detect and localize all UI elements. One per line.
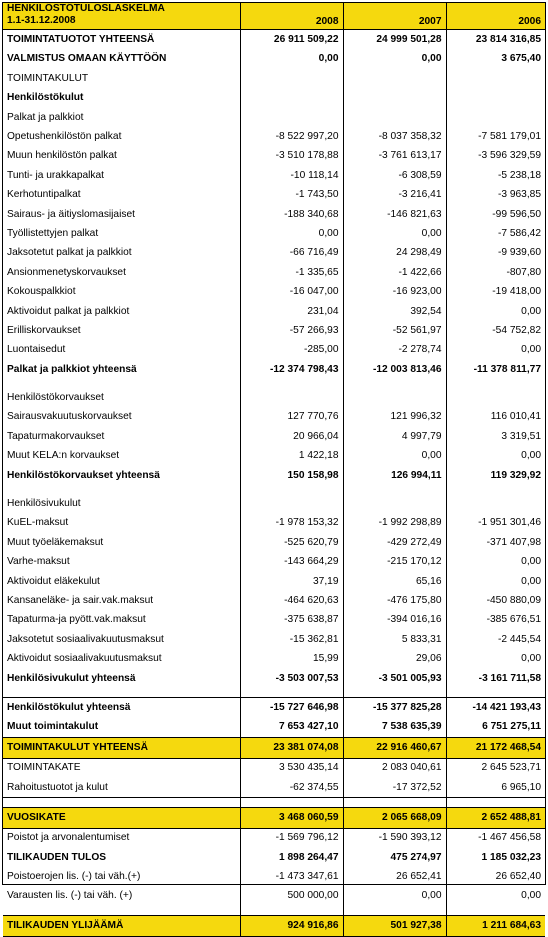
row-label: Aktivoidut sosiaalivakuutusmaksut (7, 653, 162, 665)
header-row (3, 3, 545, 30)
value-2007 (343, 69, 446, 88)
value-2007: 26 652,41 (343, 867, 446, 886)
value-2007: -3 761 613,17 (343, 147, 446, 166)
value-2006: 23 814 316,85 (446, 30, 545, 50)
value-2006: 26 652,40 (446, 867, 545, 886)
title-line-1: HENKILÖSTÖTULOSLASKELMA (7, 3, 165, 14)
value-2006: 21 172 468,54 (446, 738, 545, 758)
value-2008: 23 381 074,08 (240, 738, 343, 758)
year-header-2006: 2006 (446, 3, 545, 30)
row-label: Varhe-maksut (7, 556, 70, 568)
spacer-row (3, 906, 545, 916)
value-2006: 3 675,40 (446, 50, 545, 69)
value-2007: 501 927,38 (343, 916, 446, 936)
value-2006 (446, 389, 545, 408)
value-2006: 0,00 (446, 650, 545, 669)
value-2008: -1 978 153,32 (240, 514, 343, 533)
statement-row (3, 166, 545, 185)
statement-row (3, 494, 545, 513)
statement-row (3, 302, 545, 321)
statement-row (3, 244, 545, 263)
statement-row (3, 30, 545, 50)
value-2006: -1 467 456,58 (446, 828, 545, 848)
value-2006: 0,00 (446, 553, 545, 572)
row-label: TOIMINTAKULUT (7, 72, 89, 84)
value-2007 (343, 380, 446, 389)
value-2008: -15 727 646,98 (240, 698, 343, 718)
statement-row (3, 466, 545, 485)
value-2008: 3 530 435,14 (240, 758, 343, 778)
value-2008: 7 653 427,10 (240, 718, 343, 738)
row-label: Sairaus- ja äitiyslomasijaiset (7, 208, 135, 220)
statement-row (3, 533, 545, 552)
value-2007: 5 833,31 (343, 630, 446, 649)
value-2007: 22 916 460,67 (343, 738, 446, 758)
value-2006: 2 645 523,71 (446, 758, 545, 778)
row-label: Poistoerojen lis. (-) tai väh.(+) (7, 871, 141, 883)
row-label: Tapaturmakorvaukset (7, 430, 105, 442)
value-2006: 0,00 (446, 302, 545, 321)
value-2007: 0,00 (343, 447, 446, 466)
value-2008: 500 000,00 (240, 887, 343, 906)
value-2008: 1 422,18 (240, 447, 343, 466)
value-2006: -3 963,85 (446, 186, 545, 205)
value-2008: -1 743,50 (240, 186, 343, 205)
value-2007: -8 037 358,32 (343, 127, 446, 146)
value-2007 (343, 485, 446, 494)
value-2007: 24 298,49 (343, 244, 446, 263)
spacer-row (3, 688, 545, 698)
row-label: Muut työeläkemaksut (7, 536, 104, 548)
value-2008: -12 374 798,43 (240, 360, 343, 379)
value-2006 (446, 494, 545, 513)
statement-row (3, 224, 545, 243)
value-2006: -7 581 179,01 (446, 127, 545, 146)
value-2008 (240, 389, 343, 408)
row-label: Varausten lis. (-) tai väh. (+) (7, 890, 133, 902)
value-2006 (446, 906, 545, 916)
value-2006: -54 752,82 (446, 321, 545, 340)
statement-row (3, 698, 545, 718)
value-2008: -10 118,14 (240, 166, 343, 185)
statement-row (3, 205, 545, 224)
row-label: TOIMINTATUOTOT YHTEENSÄ (7, 34, 155, 46)
value-2008: -375 638,87 (240, 611, 343, 630)
statement-row (3, 553, 545, 572)
statement-row (3, 127, 545, 146)
value-2008 (240, 494, 343, 513)
value-2008 (240, 485, 343, 494)
value-2008 (240, 380, 343, 389)
statement-row (3, 867, 545, 886)
value-2007: -1 992 298,89 (343, 514, 446, 533)
value-2006: 6 965,10 (446, 778, 545, 798)
value-2008: -464 620,63 (240, 591, 343, 610)
row-label: Kansaneläke- ja sair.vak.maksut (7, 595, 154, 606)
value-2007: -146 821,63 (343, 205, 446, 224)
value-2007: 0,00 (343, 224, 446, 243)
row-label: Luontaisedut (7, 344, 66, 356)
value-2007: -3 501 005,93 (343, 669, 446, 688)
value-2008: -285,00 (240, 341, 343, 360)
value-2008: 0,00 (240, 224, 343, 243)
value-2006 (446, 89, 545, 108)
value-2007: -476 175,80 (343, 591, 446, 610)
value-2006: -3 596 329,59 (446, 147, 545, 166)
value-2007: 475 274,97 (343, 848, 446, 867)
row-label: Poistot ja arvonalentumiset (7, 832, 130, 844)
statement-title (3, 3, 240, 30)
row-label: Jaksotetut sosiaalivakuutusmaksut (7, 633, 164, 645)
value-2008: -188 340,68 (240, 205, 343, 224)
statement-row (3, 848, 545, 867)
row-label: TILIKAUDEN TULOS (7, 851, 107, 863)
value-2008: 127 770,76 (240, 408, 343, 427)
row-label: TOIMINTAKULUT YHTEENSÄ (3, 738, 240, 758)
value-2006: 0,00 (446, 447, 545, 466)
value-2008: -143 664,29 (240, 553, 343, 572)
row-label: Aktivoidut eläkekulut (7, 575, 100, 587)
value-2008: 924 916,86 (240, 916, 343, 936)
value-2006: 6 751 275,11 (446, 718, 545, 738)
value-2006: 116 010,41 (446, 408, 545, 427)
row-label: Tunti- ja urakkapalkat (7, 169, 105, 181)
value-2007: 7 538 635,39 (343, 718, 446, 738)
value-2007: 126 994,11 (343, 466, 446, 485)
value-2007: -394 016,16 (343, 611, 446, 630)
value-2006 (446, 485, 545, 494)
value-2006: 0,00 (446, 572, 545, 591)
value-2007: -3 216,41 (343, 186, 446, 205)
statement-row (3, 360, 545, 379)
value-2006: -7 586,42 (446, 224, 545, 243)
value-2008: 0,00 (240, 50, 343, 69)
statement-row (3, 341, 545, 360)
value-2008: -66 716,49 (240, 244, 343, 263)
statement-row (3, 630, 545, 649)
value-2007 (343, 108, 446, 127)
spacer-row (3, 380, 545, 389)
value-2007 (343, 89, 446, 108)
value-2006: 3 319,51 (446, 427, 545, 446)
row-label: Ansionmenetyskorvaukset (7, 266, 126, 278)
statement-row (3, 808, 545, 828)
value-2006: -19 418,00 (446, 283, 545, 302)
statement-row (3, 669, 545, 688)
statement-row (3, 611, 545, 630)
row-label: Rahoitustuotot ja kulut (3, 778, 240, 798)
spacer-row (3, 485, 545, 494)
value-2008: 15,99 (240, 650, 343, 669)
value-2006: -1 951 301,46 (446, 514, 545, 533)
income-statement-table (3, 3, 545, 937)
value-2008: 231,04 (240, 302, 343, 321)
row-label: Muun henkilöstön palkat (7, 150, 117, 162)
value-2008: 150 158,98 (240, 466, 343, 485)
row-label: TILIKAUDEN YLIJÄÄMÄ (3, 916, 240, 936)
value-2006: -14 421 193,43 (446, 698, 545, 718)
title-line-2: 1.1-31.12.2008 (7, 15, 76, 27)
value-2008: -62 374,55 (240, 778, 343, 798)
row-label: Henkilöstökulut yhteensä (7, 701, 131, 713)
row-label: Palkat ja palkkiot yhteensä (7, 363, 137, 375)
value-2006 (446, 798, 545, 808)
row-label: Kerhotuntipalkat (7, 189, 81, 201)
value-2006: 119 329,92 (446, 466, 545, 485)
value-2006: -11 378 811,77 (446, 360, 545, 379)
row-label (3, 485, 240, 494)
value-2007 (343, 389, 446, 408)
row-label: Muut KELA:n korvaukset (7, 450, 120, 462)
value-2008: -525 620,79 (240, 533, 343, 552)
row-label: Tapaturma-ja pyött.vak.maksut (7, 614, 146, 626)
statement-row (3, 283, 545, 302)
value-2006 (446, 688, 545, 698)
value-2008: 26 911 509,22 (240, 30, 343, 50)
statement-row (3, 147, 545, 166)
value-2007: 4 997,79 (343, 427, 446, 446)
year-header-2008: 2008 (240, 3, 343, 30)
row-label: Henkilösivukulut yhteensä (7, 672, 136, 684)
value-2007: 392,54 (343, 302, 446, 321)
value-2008: -16 047,00 (240, 283, 343, 302)
statement-row (3, 572, 545, 591)
statement-row (3, 514, 545, 533)
statement-row (3, 263, 545, 282)
statement-row (3, 591, 545, 610)
row-label (3, 380, 240, 389)
row-label: Henkilöstökorvaukset yhteensä (7, 469, 160, 481)
row-label (3, 688, 240, 698)
value-2007: -15 377 825,28 (343, 698, 446, 718)
value-2007: 2 083 040,61 (343, 758, 446, 778)
value-2008 (240, 89, 343, 108)
row-label: VUOSIKATE (3, 808, 240, 828)
value-2008 (240, 69, 343, 88)
value-2006: 1 185 032,23 (446, 848, 545, 867)
value-2008: 1 898 264,47 (240, 848, 343, 867)
row-label: Opetushenkilöstön palkat (7, 131, 122, 143)
value-2008: 20 966,04 (240, 427, 343, 446)
statement-row (3, 650, 545, 669)
row-label: KuEL-maksut (7, 517, 69, 529)
value-2007 (343, 906, 446, 916)
row-label: Erilliskorvaukset (7, 324, 81, 336)
value-2007: 0,00 (343, 887, 446, 906)
value-2007: -16 923,00 (343, 283, 446, 302)
statement-row (3, 427, 545, 446)
value-2008: -3 510 178,88 (240, 147, 343, 166)
value-2008 (240, 798, 343, 808)
value-2007: -1 590 393,12 (343, 828, 446, 848)
statement-row (3, 408, 545, 427)
value-2008: 37,19 (240, 572, 343, 591)
value-2006: 2 652 488,81 (446, 808, 545, 828)
value-2007: -12 003 813,46 (343, 360, 446, 379)
statement-row (3, 887, 545, 906)
row-label: Sairausvakuutuskorvaukset (7, 411, 132, 423)
statement-row (3, 828, 545, 848)
statement-row (3, 916, 545, 936)
row-label (3, 798, 240, 808)
value-2007: 0,00 (343, 50, 446, 69)
value-2006: 1 211 684,63 (446, 916, 545, 936)
row-label: Työllistettyjen palkat (7, 227, 99, 239)
statement-row (3, 321, 545, 340)
value-2006: 0,00 (446, 341, 545, 360)
row-label: Palkat ja palkkiot (7, 111, 84, 123)
value-2007: -2 278,74 (343, 341, 446, 360)
value-2006: -2 445,54 (446, 630, 545, 649)
value-2006: -5 238,18 (446, 166, 545, 185)
value-2007: 29,06 (343, 650, 446, 669)
value-2007: 24 999 501,28 (343, 30, 446, 50)
value-2008: -57 266,93 (240, 321, 343, 340)
value-2006: -9 939,60 (446, 244, 545, 263)
value-2007: -17 372,52 (343, 778, 446, 798)
value-2006: -3 161 711,58 (446, 669, 545, 688)
row-label (3, 906, 240, 916)
value-2007: 65,16 (343, 572, 446, 591)
value-2006 (446, 69, 545, 88)
value-2006 (446, 108, 545, 127)
value-2006: -371 407,98 (446, 533, 545, 552)
statement-row (3, 89, 545, 108)
row-label: Muut toimintakulut (7, 721, 99, 733)
row-label: VALMISTUS OMAAN KÄYTTÖÖN (7, 53, 167, 65)
value-2007: -1 422,66 (343, 263, 446, 282)
value-2007: -6 308,59 (343, 166, 446, 185)
value-2008: -1 473 347,61 (240, 867, 343, 886)
statement-rows (3, 30, 545, 936)
value-2007 (343, 798, 446, 808)
value-2007 (343, 494, 446, 513)
row-label: Henkilöstökorvaukset (7, 392, 104, 404)
value-2008: -1 569 796,12 (240, 828, 343, 848)
statement-row (3, 758, 545, 778)
value-2007: -52 561,97 (343, 321, 446, 340)
value-2008 (240, 688, 343, 698)
statement-row (3, 718, 545, 738)
value-2006: -450 880,09 (446, 591, 545, 610)
value-2007: 2 065 668,09 (343, 808, 446, 828)
value-2006: -385 676,51 (446, 611, 545, 630)
value-2008: 3 468 060,59 (240, 808, 343, 828)
value-2008: -1 335,65 (240, 263, 343, 282)
row-label: Henkilöstökulut (7, 92, 84, 104)
row-label: Henkilösivukulut (7, 498, 81, 510)
row-label: Kokouspalkkiot (7, 286, 76, 298)
value-2008: -3 503 007,53 (240, 669, 343, 688)
statement-row (3, 778, 545, 798)
value-2007: -215 170,12 (343, 553, 446, 572)
row-label: TOIMINTAKATE (7, 762, 81, 774)
statement-row (3, 186, 545, 205)
value-2006: -99 596,50 (446, 205, 545, 224)
row-label: Jaksotetut palkat ja palkkiot (7, 247, 132, 259)
value-2008 (240, 906, 343, 916)
spacer-row (3, 798, 545, 808)
value-2007: -429 272,49 (343, 533, 446, 552)
value-2008 (240, 108, 343, 127)
value-2007: 121 996,32 (343, 408, 446, 427)
statement-row (3, 447, 545, 466)
value-2008: -15 362,81 (240, 630, 343, 649)
statement-row (3, 738, 545, 758)
statement-row (3, 389, 545, 408)
statement-row (3, 69, 545, 88)
value-2006: -807,80 (446, 263, 545, 282)
income-statement-sheet (2, 2, 546, 931)
statement-row (3, 108, 545, 127)
row-label: Aktivoidut palkat ja palkkiot (7, 305, 130, 317)
value-2006: 0,00 (446, 887, 545, 906)
year-header-2007: 2007 (343, 3, 446, 30)
statement-row (3, 50, 545, 69)
value-2008: -8 522 997,20 (240, 127, 343, 146)
value-2007 (343, 688, 446, 698)
value-2006 (446, 380, 545, 389)
